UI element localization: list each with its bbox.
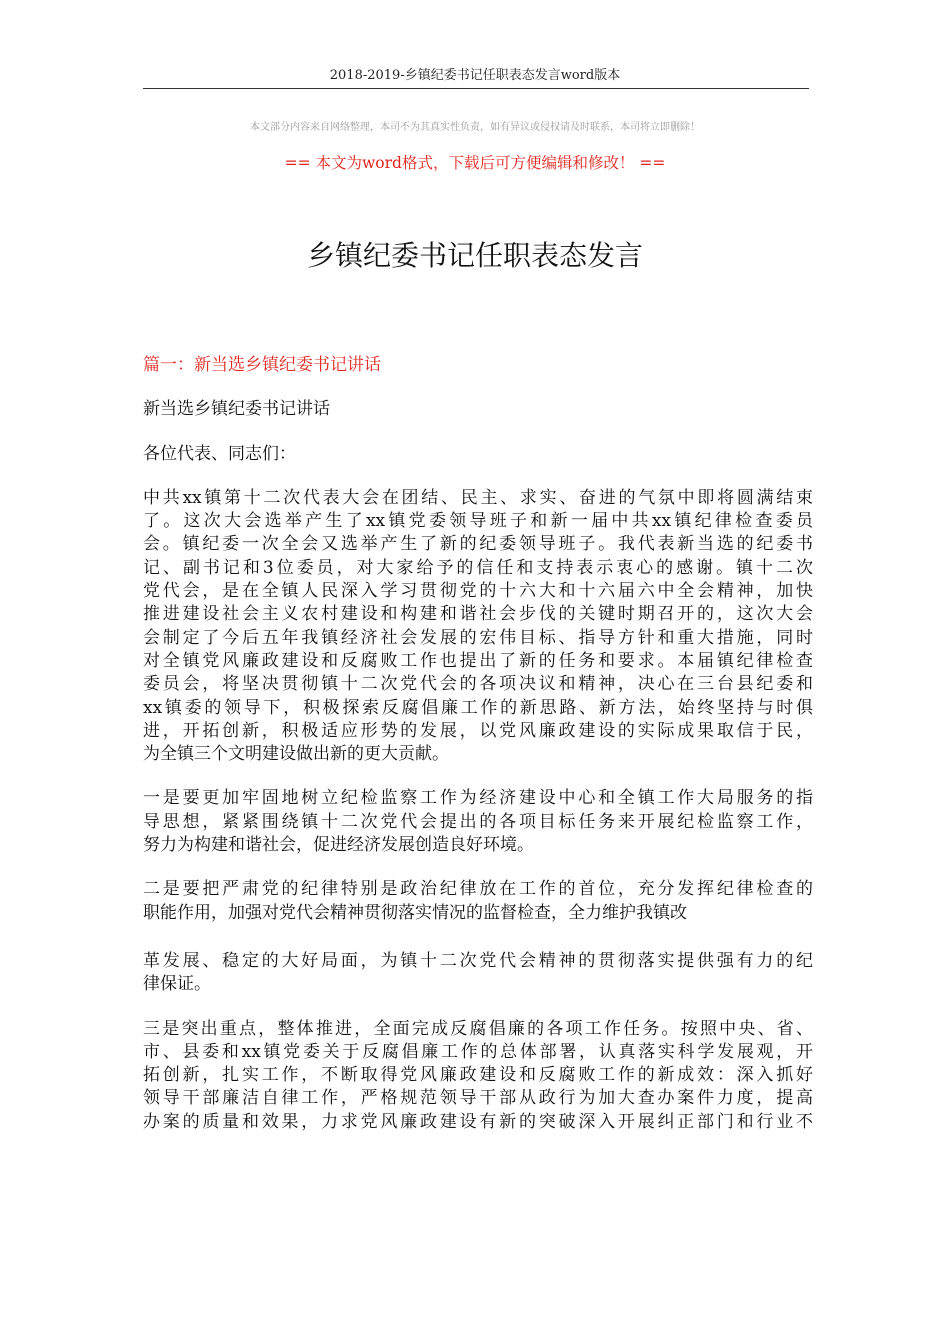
paragraph-line: 会。镇纪委一次全会又选举产生了新的纪委领导班子。我代表新当选的纪委书 — [143, 534, 813, 555]
document-title: 乡镇纪委书记任职表态发言 — [306, 239, 643, 272]
paragraph-line: 对全镇党风廉政建设和反腐败工作也提出了新的任务和要求。本届镇纪律检查 — [143, 650, 813, 671]
paragraph-line: 二是要把严肃党的纪律特别是政治纪律放在工作的首位，充分发挥纪律检查的 — [143, 879, 813, 900]
disclaimer-text: 本文部分内容来自网络整理，本司不为其真实性负责，如有异议或侵权请及时联系，本司将立即删除！ — [250, 122, 700, 133]
speech-subtitle: 新当选乡镇纪委书记讲话 — [143, 399, 330, 420]
paragraph-5 — [143, 1018, 813, 1134]
paragraph-line: 律保证。 — [143, 974, 211, 995]
paragraph-line: 职能作用，加强对党代会精神贯彻落实情况的监督检查，全力维护我镇改 — [143, 902, 687, 923]
paragraph-line: xx镇委的领导下，积极探索反腐倡廉工作的新思路、新方法，始终坚持与时俱 — [143, 697, 813, 718]
paragraph-line: 一是要更加牢固地树立纪检监察工作为经济建设中心和全镇工作大局服务的指 — [143, 788, 813, 809]
paragraph-line: 进，开拓创新，积极适应形势的发展，以党风廉政建设的实际成果取信于民， — [143, 720, 813, 741]
paragraph-line: 党代会，是在全镇人民深入学习贯彻党的十六大和十六届六中全会精神，加快 — [143, 581, 813, 602]
paragraph-line: 革发展、稳定的大好局面，为镇十二次党代会精神的贯彻落实提供强有力的纪 — [143, 950, 813, 971]
paragraph-line: 领导干部廉洁自律工作，严格规范领导干部从政行为加大查办案件力度，提高 — [143, 1088, 813, 1109]
paragraph-line: 为全镇三个文明建设做出新的更大贡献。 — [143, 744, 449, 765]
format-notice: == 本文为word格式，下载后可方便编辑和修改！ == — [284, 154, 666, 172]
paragraph-4 — [143, 950, 813, 997]
paragraph-line: 拓创新，扎实工作，不断取得党风廉政建设和反腐败工作的新成效：深入抓好 — [143, 1065, 813, 1086]
paragraph-line: 推进建设社会主义农村建设和构建和谐社会步伐的关键时期召开的，这次大会 — [143, 604, 813, 625]
paragraph-line: 导思想，紧紧围绕镇十二次党代会提出的各项目标任务来开展纪检监察工作， — [143, 811, 813, 832]
paragraph-line: 办案的质量和效果，力求党风廉政建设有新的突破深入开展纠正部门和行业不 — [143, 1111, 813, 1132]
paragraph-line: 会制定了今后五年我镇经济社会发展的宏伟目标、指导方针和重大措施，同时 — [143, 627, 813, 648]
paragraph-line: 记、副书记和3位委员，对大家给予的信任和支持表示衷心的感谢。镇十二次 — [143, 557, 813, 578]
paragraph-line: 努力为构建和谐社会，促进经济发展创造良好环境。 — [143, 835, 534, 856]
paragraph-line: 三是突出重点，整体推进，全面完成反腐倡廉的各项工作任务。按照中央、省、 — [143, 1018, 813, 1039]
paragraph-2 — [143, 787, 813, 857]
section-heading: 篇一：新当选乡镇纪委书记讲话 — [143, 355, 381, 375]
greeting: 各位代表、同志们： — [143, 443, 296, 464]
paragraph-line: 市、县委和xx镇党委关于反腐倡廉工作的总体部署，认真落实科学发展观，开 — [143, 1041, 813, 1062]
paragraph-1 — [143, 487, 813, 767]
document-body — [143, 354, 813, 1155]
paragraph-line: 中共xx镇第十二次代表大会在团结、民主、求实、奋进的气氛中即将圆满结束 — [143, 487, 813, 508]
paragraph-3 — [143, 878, 813, 925]
paragraph-line: 了。这次大会选举产生了xx镇党委领导班子和新一届中共xx镇纪律检查委员 — [143, 511, 813, 532]
running-header: 2018-2019-乡镇纪委书记任职表态发言word版本 — [329, 68, 621, 83]
paragraph-line: 委员会，将坚决贯彻镇十二次党代会的各项决议和精神，决心在三台县纪委和 — [143, 674, 813, 695]
header-rule — [143, 88, 809, 89]
